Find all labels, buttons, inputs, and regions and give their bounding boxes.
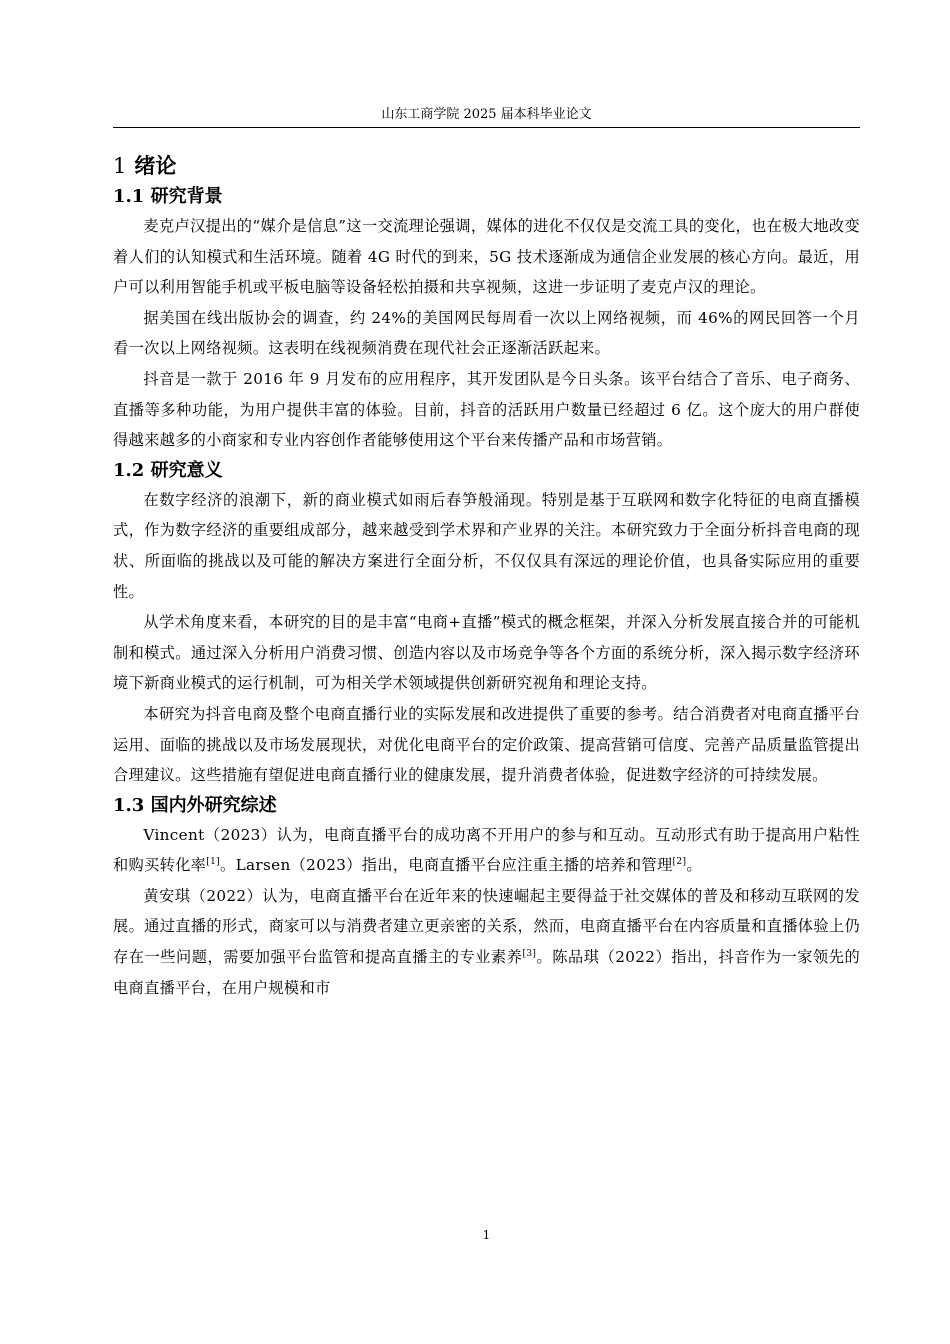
citation-ref[interactable]: [3] bbox=[522, 949, 537, 959]
text-run: 黄安琪（2022）认为，电商直播平台在近年来的快速崛起主要得益于社交媒体的普及和移动互联网的发展。通过直播的形式，商家可以与消费者建立更亲密的关系，然而，电商直播平台在内容质量和直播体验上仍存在一些问题，需要加强平台监管和提高直播主的专业素养 bbox=[113, 886, 860, 967]
paragraph bbox=[113, 820, 860, 881]
text-run: 。 bbox=[686, 856, 702, 875]
paragraph: 抖音是一款于 2016 年 9 月发布的应用程序，其开发团队是今日头条。该平台结合了音乐、电子商务、直播等多种功能，为用户提供丰富的体验。目前，抖音的活跃用户数量已经超过 6 亿。这个庞大的用户群使得越来越多的小商家和专业内容创作者能够使用这个平台来传播产品和市场营销。 bbox=[113, 369, 860, 450]
paragraph: 据美国在线出版协会的调查，约 24%的美国网民每周看一次以上网络视频，而 46%的网民回答一个月看一次以上网络视频。这表明在线视频消费在现代社会正逐渐活跃起来。 bbox=[113, 308, 860, 358]
page-number: 1 bbox=[482, 1228, 491, 1242]
paper-page bbox=[113, 0, 860, 1344]
chapter-title-text: 绪论 bbox=[134, 153, 177, 178]
chapter-title bbox=[113, 150, 860, 182]
paragraph: 在数字经济的浪潮下，新的商业模式如雨后春笋般涌现。特别是基于互联网和数字化特征的电商直播模式，作为数字经济的重要组成部分，越来越受到学术界和产业界的关注。本研究致力于全面分析抖音电商的现状、所面临的挑战以及可能的解决方案进行全面分析，不仅仅具有深远的理论价值，也具备实际应用的重要性。 bbox=[113, 490, 860, 601]
paragraph bbox=[113, 881, 860, 1003]
text-run: 。陈品琪（2022）指出，抖音作为一家领先的电商直播平台，在用户规模和市 bbox=[113, 948, 860, 997]
section-title-1-3: 1.3 国内外研究综述 bbox=[113, 794, 277, 816]
citation-ref[interactable]: [1] bbox=[206, 857, 221, 868]
section-title-1-2: 1.2 研究意义 bbox=[113, 459, 223, 481]
header-rule bbox=[113, 127, 860, 128]
paragraph: 本研究为抖音电商及整个电商直播行业的实际发展和改进提供了重要的参考。结合消费者对电商直播平台运用、面临的挑战以及市场发展现状，对优化电商平台的定价政策、提高营销可信度、完善产品质量监管提出合理建议。这些措施有望促进电商直播行业的健康发展，提升消费者体验，促进数字经济的可持续发展。 bbox=[113, 704, 860, 785]
text-run: 。Larsen（2023）指出，电商直播平台应注重主播的培养和管理 bbox=[220, 856, 673, 875]
paragraph: 从学术角度来看，本研究的目的是丰富“电商+直播”模式的概念框架，并深入分析发展直接合并的可能机制和模式。通过深入分析用户消费习惯、创造内容以及市场竞争等各个方面的系统分析，深入揭示数字经济环境下新商业模式的运行机制，可为相关学术领域提供创新研究视角和理论支持。 bbox=[113, 613, 860, 693]
page-body bbox=[113, 150, 860, 1003]
paragraph: 麦克卢汉提出的“媒介是信息”这一交流理论强调，媒体的进化不仅仅是交流工具的变化，也在极大地改变着人们的认知模式和生活环境。随着 4G 时代的到来，5G 技术逐渐成为通信企业发展的核心方向。最近，用户可以利用智能手机或平板电脑等设备轻松拍摄和共享视频，这进一步证明了麦克卢汉的理论。 bbox=[113, 217, 860, 297]
citation-ref[interactable]: [2] bbox=[672, 857, 687, 868]
running-header: 山东工商学院 2025 届本科毕业论文 bbox=[381, 107, 592, 122]
chapter-number: 1 bbox=[113, 154, 127, 178]
section-title-1-1: 1.1 研究背景 bbox=[113, 186, 223, 207]
text-run: Vincent（2023）认为，电商直播平台的成功离不开用户的参与和互动。互动形式有助于提高用户粘性和购买转化率 bbox=[113, 825, 860, 875]
